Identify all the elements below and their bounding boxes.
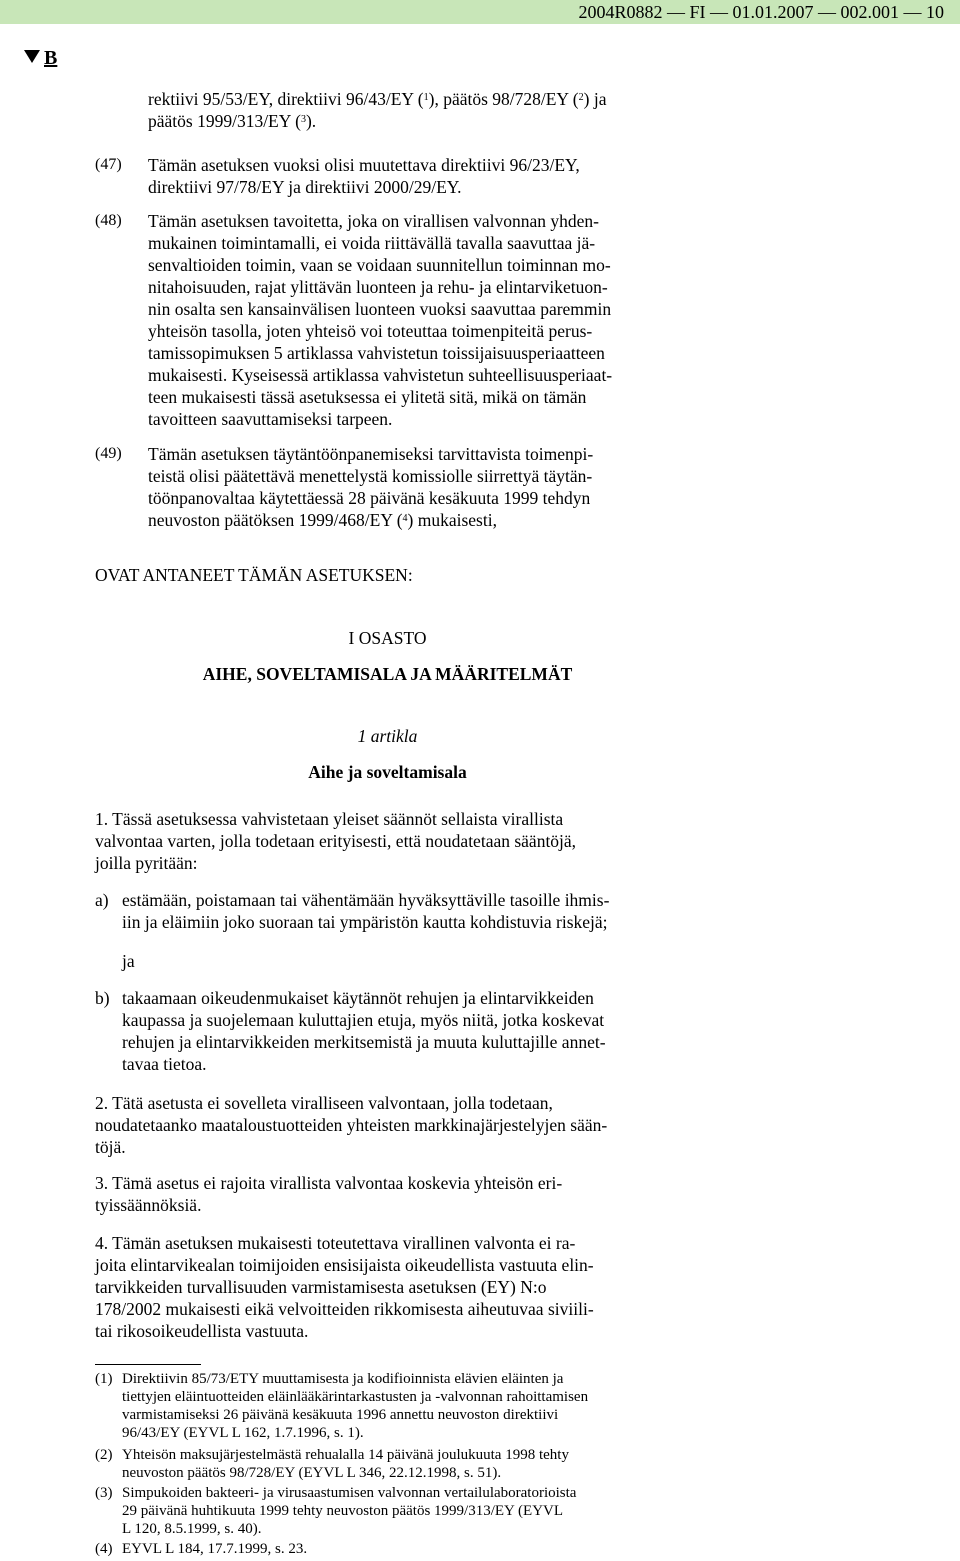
text-line: mukainen toimintamalli, ei voida riittävällä tavalla saavuttaa jä- <box>148 233 596 253</box>
part-title: AIHE, SOVELTAMISALA JA MÄÄRITELMÄT <box>202 664 573 684</box>
list-marker: b) <box>95 988 110 1008</box>
text-line: EYVL L 184, 17.7.1999, s. 23. <box>122 1541 308 1557</box>
text-line: Yhteisön maksujärjestelmästä rehualalla 14 päivänä joulukuuta 1998 tehty <box>122 1447 569 1463</box>
amendment-marker <box>24 47 57 70</box>
text-line: kaupassa ja suojelemaan kuluttajien etuja, myös niitä, jotka koskevat <box>122 1010 605 1030</box>
text-line: neuvoston päätöksen 1999/468/EY ($^4$) mukaisesti, <box>148 510 497 530</box>
text-line: 2. Tätä asetusta ei sovelleta viralliseen valvontaan, jolla todetaan, <box>95 1093 553 1113</box>
part-heading: I OSASTO <box>348 628 427 648</box>
text-line: direktiivi 97/78/EY ja direktiivi 2000/29/EY. <box>148 177 462 197</box>
text-line: Tämän asetuksen vuoksi olisi muutettava direktiivi 96/23/EY, <box>148 155 580 175</box>
text-line: valvontaa varten, jolla todetaan erityisesti, että noudatetaan sääntöjä, <box>95 831 577 851</box>
recital-number: (48) <box>95 212 122 229</box>
footnote-4 <box>122 1540 680 1558</box>
text-line: tai rikosoikeudellista vastuuta. <box>95 1321 309 1341</box>
text-line: L 120, 8.5.1999, s. 40). <box>122 1521 262 1537</box>
recital-48 <box>148 210 680 430</box>
text-line: senvaltioiden toimin, vaan se voidaan suunnitellun toiminnan mo- <box>148 255 611 275</box>
conjunction: ja <box>122 951 135 971</box>
recital-number: (49) <box>95 445 122 462</box>
recital-continuation <box>148 88 680 132</box>
paragraph-1 <box>95 808 680 874</box>
paragraph-4 <box>95 1232 680 1342</box>
text-line: 178/2002 mukaisesti eikä velvoitteiden rikkomisesta aiheutuvaa siviili- <box>95 1299 594 1319</box>
text-line: teen mukaisesti tässä asetuksessa ei ylitetä sitä, mikä on tämän <box>148 387 587 407</box>
text-line: tiettyjen eläintuotteiden eläinlääkärintarkastusten ja -valvonnan rahoittamisen <box>122 1389 589 1405</box>
footnote-marker: (3) <box>95 1485 113 1501</box>
text-line: noudatetaanko maataloustuotteiden yhteisten markkinajärjestelyjen sään- <box>95 1115 608 1135</box>
text-line: tavaa tietoa. <box>122 1054 207 1074</box>
text-line: rehujen ja elintarvikkeiden merkitsemistä ja muuta kuluttajille annet- <box>122 1032 606 1052</box>
text-line: nitahoisuuden, rajat ylittävän luonteen ja rehu- ja elintarviketuon- <box>148 277 608 297</box>
text-line: takaamaan oikeudenmukaiset käytännöt rehujen ja elintarvikkeiden <box>122 988 594 1008</box>
paragraph-2 <box>95 1092 680 1158</box>
text-line: 1. Tässä asetuksessa vahvistetaan yleiset säännöt sellaista virallista <box>95 809 564 829</box>
text-line: 3. Tämä asetus ei rajoita virallista valvontaa koskevia yhteisön eri- <box>95 1173 563 1193</box>
footnote-1 <box>122 1370 680 1442</box>
list-item-b <box>122 987 680 1075</box>
text-line: estämään, poistamaan tai vähentämään hyväksyttäville tasoille ihmis- <box>122 890 610 910</box>
list-marker: a) <box>95 890 109 910</box>
document-reference: 2004R0882 — FI — 01.01.2007 — 002.001 — 10 <box>578 2 944 22</box>
recital-number: (47) <box>95 156 122 173</box>
text-line: varmistamiseksi 26 päivänä kesäkuuta 1996 annettu neuvoston direktiivi <box>122 1407 559 1423</box>
text-line: tavoitteen saavuttamiseksi tarpeen. <box>148 409 393 429</box>
article-title: Aihe ja soveltamisala <box>308 762 467 782</box>
recital-47 <box>148 154 680 198</box>
text-line: töjä. <box>95 1137 126 1157</box>
footnote-reference: 2 <box>578 92 584 103</box>
text-line: rektiivi 95/53/EY, direktiivi 96/43/EY ($^1$), päätös 98/728/EY ($^2$) ja <box>148 89 607 109</box>
text-line: 4. Tämän asetuksen mukaisesti toteutettava virallinen valvonta ei ra- <box>95 1233 576 1253</box>
text-line: tyissäännöksiä. <box>95 1195 202 1215</box>
text-line: Tämän asetuksen täytäntöönpanemiseksi tarvittavista toimenpi- <box>148 444 594 464</box>
footnote-divider <box>95 1364 201 1365</box>
text-line: joilla pyritään: <box>95 853 198 873</box>
text-line: tamissopimuksen 5 artiklassa vahvistetun toissijaisuusperiaatteen <box>148 343 605 363</box>
list-item-a <box>122 889 680 933</box>
text-line: yhteisön tasolla, joten yhteisö voi toteuttaa toimenpiteitä perus- <box>148 321 593 341</box>
recital-49 <box>148 443 680 531</box>
text-line: päätös 1999/313/EY ($^3$). <box>148 111 317 131</box>
footnote-3 <box>122 1484 680 1538</box>
text-line: 29 päivänä huhtikuuta 1999 tehty neuvoston päätös 1999/313/EY (EYVL <box>122 1503 564 1519</box>
text-line: tarvikkeiden turvallisuuden varmistamisesta asetuksen (EY) N:o <box>95 1277 547 1297</box>
triangle-down-icon <box>24 50 40 63</box>
footnote-2 <box>122 1446 680 1482</box>
footnote-marker: (1) <box>95 1371 113 1387</box>
document-header-bar <box>0 0 960 24</box>
footnote-reference: 1 <box>423 92 429 103</box>
text-line: Simpukoiden bakteeri- ja virusaastumisen valvonnan vertailulaboratorioista <box>122 1485 577 1501</box>
enacting-formula: OVAT ANTANEET TÄMÄN ASETUKSEN: <box>95 565 413 585</box>
footnote-marker: (2) <box>95 1447 113 1463</box>
text-line: joita elintarvikealan toimijoiden ensisijaista oikeudellista vastuuta elin- <box>95 1255 594 1275</box>
text-line: 96/43/EY (EYVL L 162, 1.7.1996, s. 1). <box>122 1425 364 1441</box>
text-line: mukaisesti. Kyseisessä artiklassa vahvistetun suhteellisuusperiaat- <box>148 365 613 385</box>
text-line: teistä olisi päätettävä menettelystä komissiolle siirrettyä täytän- <box>148 466 593 486</box>
paragraph-3 <box>95 1172 680 1216</box>
text-line: iin ja eläimiin joko suoraan tai ympäristön kautta kohdistuvia riskejä; <box>122 912 608 932</box>
text-line: nin osalta sen kansainvälisen luonteen vuoksi saavuttaa paremmin <box>148 299 612 319</box>
article-number: 1 artikla <box>357 726 418 746</box>
footnote-marker: (4) <box>95 1541 113 1557</box>
text-line: töönpanovaltaa käytettäessä 28 päivänä kesäkuuta 1999 tehdyn <box>148 488 591 508</box>
text-line: neuvoston päätös 98/728/EY (EYVL L 346, 22.12.1998, s. 51). <box>122 1465 502 1481</box>
amendment-marker-letter: B <box>44 47 58 69</box>
text-line: Direktiivin 85/73/ETY muuttamisesta ja kodifioinnista elävien eläinten ja <box>122 1371 564 1387</box>
footnote-reference: 3 <box>300 114 306 125</box>
footnote-reference: 4 <box>402 513 408 524</box>
text-line: Tämän asetuksen tavoitetta, joka on virallisen valvonnan yhden- <box>148 211 599 231</box>
